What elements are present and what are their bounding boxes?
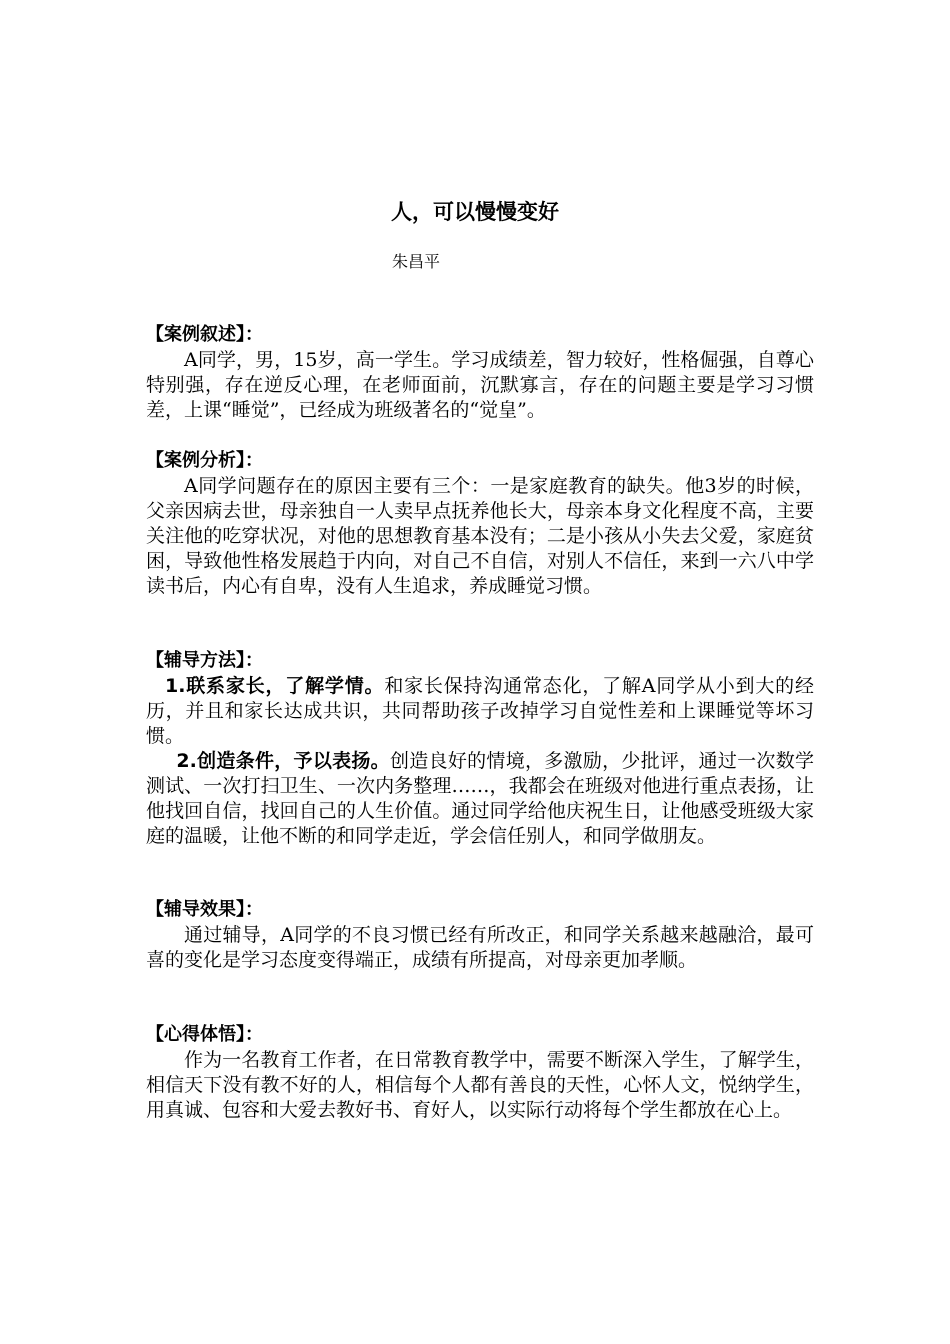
section-heading: 【案例叙述】： xyxy=(146,324,263,345)
method-lead: 2.创造条件，予以表扬。 xyxy=(176,750,390,772)
section-reflections xyxy=(146,1022,814,1123)
section-case-analysis xyxy=(146,448,814,599)
document-author: 朱昌平 xyxy=(392,252,441,271)
method-item xyxy=(146,749,814,849)
document-title: 人，可以慢慢变好 xyxy=(391,200,559,224)
section-heading: 【辅导效果】： xyxy=(146,899,263,920)
method-lead: 1.联系家长，了解学情。 xyxy=(165,675,385,697)
section-guidance-effect xyxy=(146,897,814,973)
section-paragraph: A同学问题存在的原因主要有三个：一是家庭教育的缺失。他3岁的时候，父亲因病去世，母亲独自一人卖早点抚养他长大，母亲本身文化程度不高，主要关注他的吃穿状况，对他的思想教育基本没有；二是小孩从小失去父爱，家庭贫困，导致他性格发展趋于内向，对自己不自信，对别人不信任，来到一六八中学读书后，内心有自卑，没有人生追求，养成睡觉习惯。 xyxy=(146,475,814,597)
section-guidance-methods xyxy=(146,648,814,849)
section-heading: 【案例分析】： xyxy=(146,450,263,471)
section-heading: 【心得体悟】： xyxy=(146,1024,263,1045)
method-item xyxy=(146,674,814,749)
method-text: 创造良好的情境，多激励，少批评，通过一次数学测试、一次打扫卫生、一次内务整理……，我都会在班级对他进行重点表扬，让他找回自信，找回自己的人生价值。通过同学给他庆祝生日，让他感受班级大家庭的温暖，让他不断的和同学走近，学会信任别人，和同学做朋友。 xyxy=(146,750,814,847)
section-paragraph: 通过辅导，A同学的不良习惯已经有所改正，和同学关系越来越融洽，最可喜的变化是学习态度变得端正，成绩有所提高，对母亲更加孝顺。 xyxy=(146,924,814,971)
section-case-narrative xyxy=(146,322,814,423)
section-paragraph: 作为一名教育工作者，在日常教育教学中，需要不断深入学生，了解学生，相信天下没有教不好的人，相信每个人都有善良的天性，心怀人文，悦纳学生，用真诚、包容和大爱去教好书、育好人，以实际行动将每个学生都放在心上。 xyxy=(146,1049,814,1121)
section-heading: 【辅导方法】： xyxy=(146,650,263,671)
method-text: 和家长保持沟通常态化，了解A同学从小到大的经历，并且和家长达成共识，共同帮助孩子改掉学习自觉性差和上课睡觉等坏习惯。 xyxy=(146,675,814,747)
section-paragraph: A同学，男，15岁，高一学生。学习成绩差，智力较好，性格倔强，自尊心特别强，存在逆反心理，在老师面前，沉默寡言，存在的问题主要是学习习惯差，上课“睡觉”，已经成为班级著名的“觉皇”。 xyxy=(146,349,814,421)
